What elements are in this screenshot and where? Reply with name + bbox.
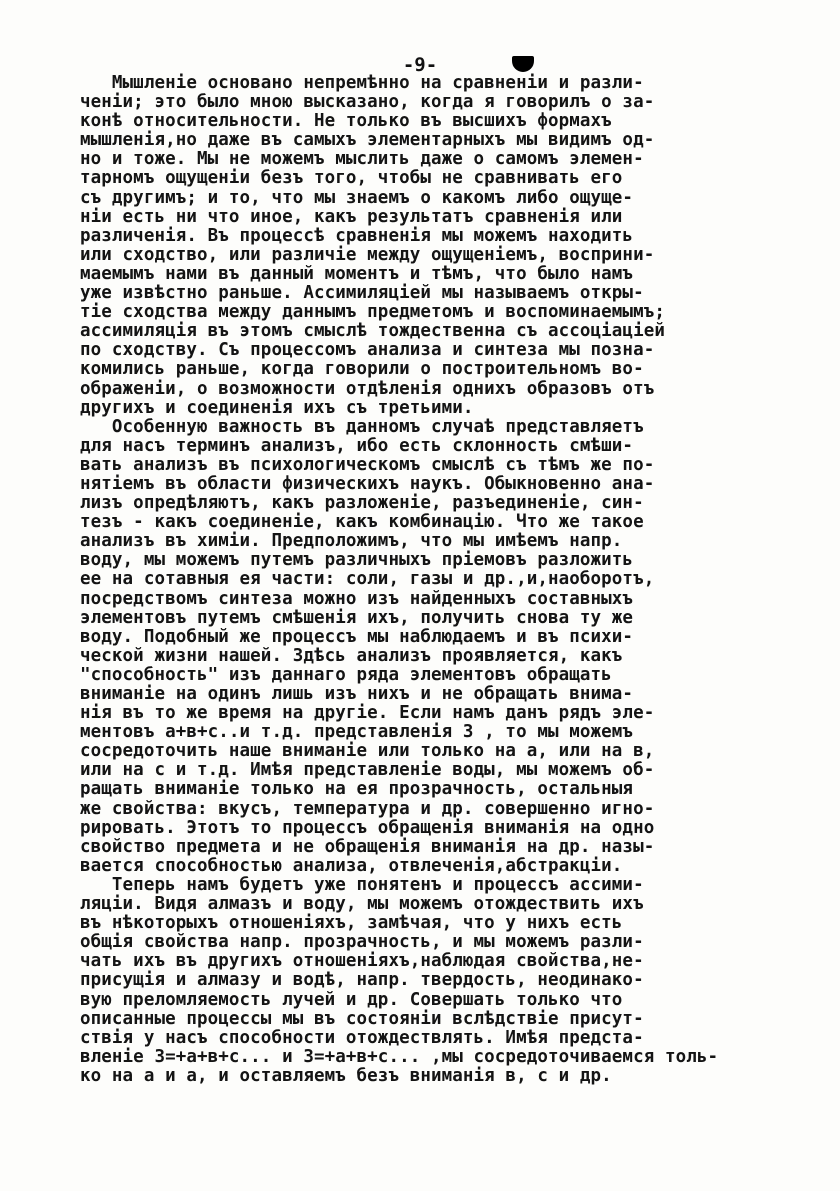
text-line: конѣ относительности. Не только въ высшихъ формахъ	[80, 111, 612, 132]
text-line: анализъ въ химіи. Предположимъ, что мы имѣемъ напр.	[80, 531, 623, 552]
body-text	[80, 74, 760, 1086]
text-line: воду, мы можемъ путемъ различныхъ пріемовъ разложить	[80, 550, 634, 571]
text-line: тезъ - какъ соединеніе, какъ комбинацію. Что же такое	[80, 512, 644, 533]
text-line: но и тоже. Мы не можемъ мыслить даже о самомъ элемен-	[80, 149, 644, 170]
text-line: маемымъ нами въ данный моментъ и тѣмъ, что было намъ	[80, 263, 634, 284]
text-line: ческой жизни нашей. Здѣсь анализъ проявляется, какъ	[80, 645, 623, 666]
text-line: лизъ опредѣляютъ, какъ разложеніе, разъединеніе, син-	[80, 493, 644, 514]
text-line: ніи есть ни что иное, какъ результатъ сравненія или	[80, 206, 623, 227]
text-line: посредствомъ синтеза можно изъ найденныхъ составныхъ	[80, 588, 634, 609]
page-number: -9-	[402, 54, 438, 76]
text-line: по сходству. Съ процессомъ анализа и синтеза мы позна-	[80, 340, 655, 361]
text-line: вленіе З=+а+в+с... и З=+а+в+с... ,мы сосредоточиваемся толь-	[80, 1046, 719, 1067]
text-line: же свойства: вкусъ, температура и др. совершенно игно-	[80, 798, 655, 819]
text-line: ко на а и а, и оставляемъ безъ вниманія в, с и др.	[80, 1065, 612, 1086]
text-line: мышленія,но даже въ самыхъ элементарныхъ мы видимъ од-	[80, 130, 655, 151]
text-line: ращать вниманіе только на ея прозрачность, остальныя	[80, 779, 634, 800]
text-line: другихъ и соединенія ихъ съ третьими.	[80, 397, 474, 418]
text-line: ображеніи, о возможности отдѣленія однихъ образовъ отъ	[80, 378, 655, 399]
text-line: воду. Подобный же процессъ мы наблюдаемъ и въ психи-	[80, 626, 634, 647]
text-line: ляціи. Видя алмазъ и воду, мы можемъ отождествить ихъ	[80, 894, 644, 915]
text-line: комились раньше, когда говорили о построительномъ во-	[80, 359, 644, 380]
text-line: чать ихъ въ другихъ отношеніяхъ,наблюдая свойства,не-	[80, 951, 644, 972]
text-line: Теперь намъ будетъ уже понятенъ и процессъ ассими-	[80, 874, 644, 895]
text-line: ассимиляція въ этомъ смыслѣ тождественна съ ассоціаціей	[80, 321, 665, 342]
text-line: вать анализъ въ психологическомъ смыслѣ съ тѣмъ же по-	[80, 454, 655, 475]
text-line: ствія у насъ способности отождествлять. Имѣя предста-	[80, 1027, 644, 1048]
text-line: съ другимъ; и то, что мы знаемъ о какомъ либо ощуще-	[80, 187, 634, 208]
text-line: уже извѣстно раньше. Ассимиляціей мы называемъ откры-	[80, 283, 644, 304]
text-line: свойство предмета и не обращенія вниманія на др. назы-	[80, 836, 655, 857]
text-line: нятіемъ въ области физическихъ наукъ. Обыкновенно ана-	[80, 473, 655, 494]
text-line: элементовъ путемъ смѣшенія ихъ, получить снова ту же	[80, 607, 634, 628]
text-line: ченіи; это было мною высказано, когда я говорилъ о за-	[80, 92, 655, 113]
text-line: описанные процессы мы въ состояніи вслѣдствіе присут-	[80, 1008, 644, 1029]
text-line: или на с и т.д. Имѣя представленіе воды, мы можемъ об-	[80, 760, 655, 781]
text-line: сосредоточить наше вниманіе или только на а, или на в,	[80, 741, 655, 762]
text-line: ее на сотавныя ея части: соли, газы и др.,и,наоборотъ,	[80, 569, 655, 590]
text-line: различенія. Въ процессѣ сравненія мы можемъ находить	[80, 225, 634, 246]
text-line: тарномъ ощущеніи безъ того, чтобы не сравнивать его	[80, 168, 623, 189]
text-line: общія свойства напр. прозрачность, и мы можемъ разли-	[80, 932, 644, 953]
text-line: рировать. Этотъ то процессъ обращенія вниманія на одно	[80, 817, 655, 838]
text-line: нія въ то же время на другіе. Если намъ данъ рядъ эле-	[80, 703, 655, 724]
text-line: или сходство, или различіе между ощущеніемъ, восприни-	[80, 244, 655, 265]
text-line: вую преломляемость лучей и др. Совершать только что	[80, 989, 623, 1010]
text-line: ментовъ а+в+с..и т.д. представленія З , то мы можемъ	[80, 722, 634, 743]
text-line: Мышленіе основано непремѣнно на сравненіи и разли-	[80, 73, 644, 93]
text-line: "способность" изъ даннаго ряда элементовъ обращать	[80, 664, 612, 685]
text-line: вниманіе на одинъ лишь изъ нихъ и не обращать внима-	[80, 684, 634, 704]
text-line: въ нѣкоторыхъ отношеніяхъ, замѣчая, что у нихъ есть	[80, 913, 623, 934]
text-line: для насъ терминъ анализъ, ибо есть склонность смѣши-	[80, 435, 634, 456]
text-line: тіе сходства между даннымъ предметомъ и воспоминаемымъ;	[80, 302, 665, 323]
text-line: Особенную важность въ данномъ случаѣ представляетъ	[80, 416, 644, 437]
text-line: присущія и алмазу и водѣ, напр. твердость, неодинако-	[80, 970, 644, 991]
text-line: вается способностью анализа, отвлеченія,абстракціи.	[80, 855, 623, 876]
